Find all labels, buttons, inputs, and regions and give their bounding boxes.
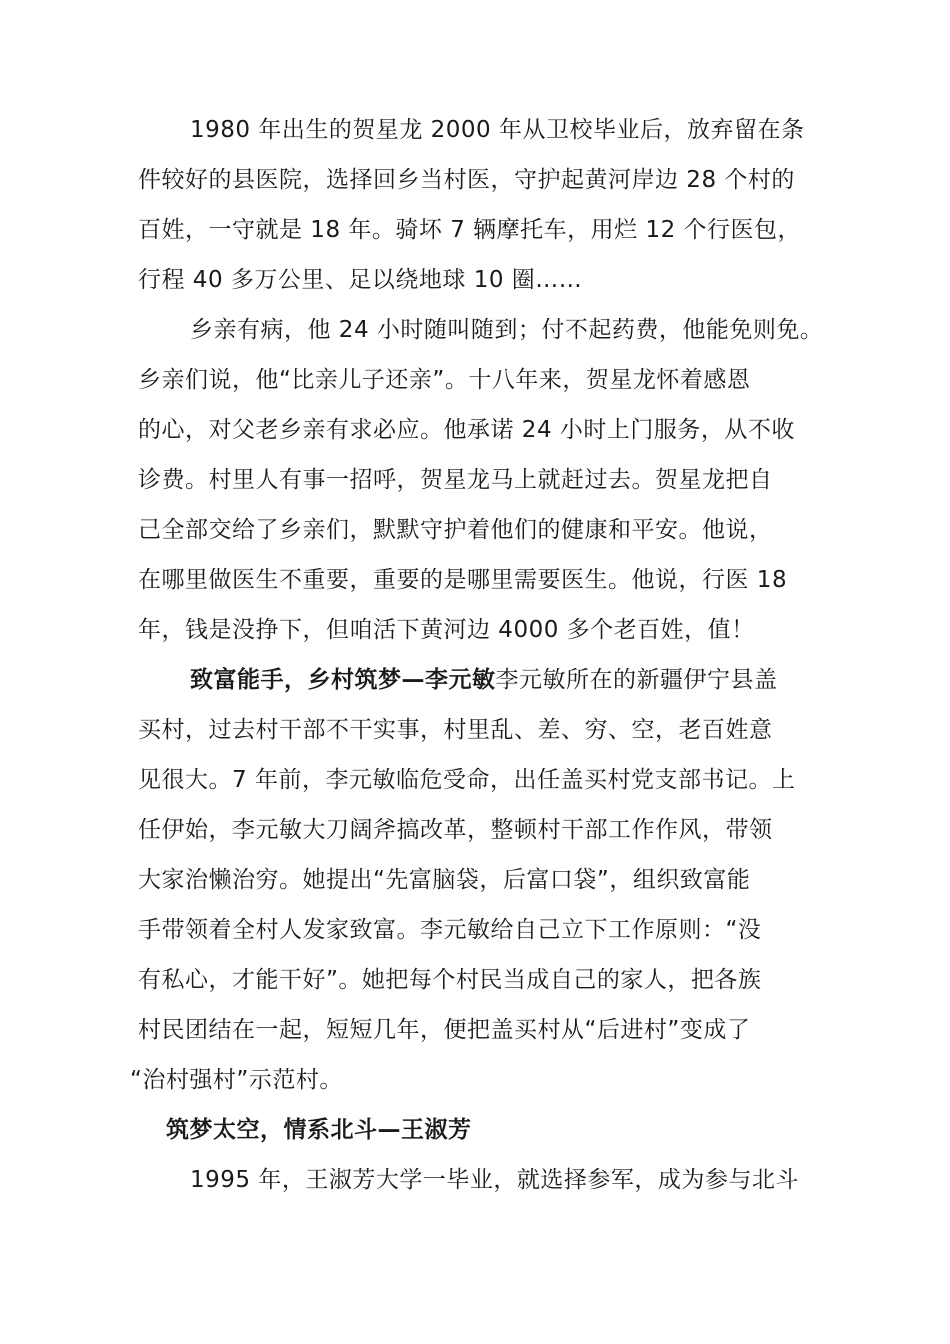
paragraph-line: [190, 665, 778, 695]
paragraph-line: 己全部交给了乡亲们，默默守护着他们的健康和平安。他说，: [138, 517, 773, 543]
paragraph-line: 大家治懒治穷。她提出“先富脑袋，后富口袋”，组织致富能: [138, 867, 751, 893]
section-heading-wang-shufang: 筑梦太空，情系北斗—王淑芳: [166, 1117, 472, 1143]
paragraph-line: 百姓，一守就是 18 年。骑坏 7 辆摩托车，用烂 12 个行医包，: [138, 217, 802, 243]
paragraph-line: 诊费。村里人有事一招呼，贺星龙马上就赶过去。贺星龙把自: [138, 467, 773, 493]
paragraph-line: 在哪里做医生不重要，重要的是哪里需要医生。他说，行医 18: [138, 567, 788, 593]
paragraph-line: 行程 40 多万公里、足以绕地球 10 圈……: [138, 267, 583, 293]
paragraph-line: 1995 年，王淑芳大学一毕业，就选择参军，成为参与北斗: [190, 1167, 799, 1193]
paragraph-text: 李元敏所在的新疆伊宁县盖: [495, 667, 778, 693]
paragraph-line: 乡亲有病，他 24 小时随叫随到；付不起药费，他能免则免。: [190, 317, 824, 343]
paragraph-line: 件较好的县医院，选择回乡当村医，守护起黄河岸边 28 个村的: [138, 167, 795, 193]
paragraph-line: 任伊始，李元敏大刀阔斧搞改革，整顿村干部工作作风，带领: [138, 817, 773, 843]
paragraph-line: 乡亲们说，他“比亲儿子还亲”。十八年来，贺星龙怀着感恩: [138, 367, 751, 393]
paragraph-line: 年，钱是没挣下，但咱活下黄河边 4000 多个老百姓，值！: [138, 617, 755, 643]
paragraph-line: 有私心，才能干好”。她把每个村民当成自己的家人，把各族: [138, 967, 762, 993]
paragraph-line: “治村强村”示范村。: [130, 1067, 343, 1093]
paragraph-line: 村民团结在一起，短短几年，便把盖买村从“后进村”变成了: [138, 1017, 751, 1043]
paragraph-line: 买村，过去村干部不干实事，村里乱、差、穷、空，老百姓意: [138, 717, 773, 743]
paragraph-line: 的心，对父老乡亲有求必应。他承诺 24 小时上门服务，从不收: [138, 417, 795, 443]
section-heading-li-yuanmin: 致富能手，乡村筑梦—李元敏: [190, 667, 496, 693]
paragraph-line: 手带领着全村人发家致富。李元敏给自己立下工作原则：“没: [138, 917, 762, 943]
paragraph-line: 1980 年出生的贺星龙 2000 年从卫校毕业后，放弃留在条: [190, 117, 805, 143]
paragraph-line: 见很大。7 年前，李元敏临危受命，出任盖买村党支部书记。上: [138, 767, 796, 793]
